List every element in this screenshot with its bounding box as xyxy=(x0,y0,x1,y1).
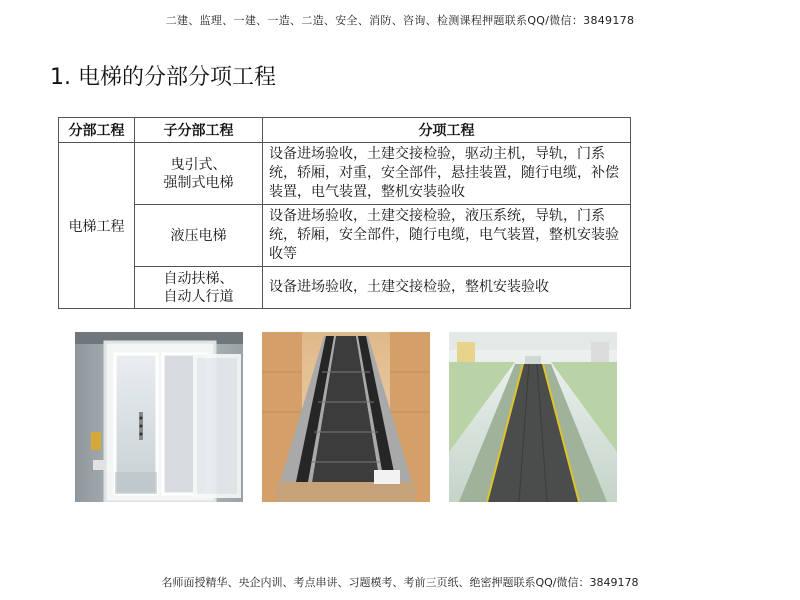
items-cell: 设备进场验收，土建交接检验，驱动主机，导轨，门系统，轿厢，对重，安全部件，悬挂装置，随行电缆，补偿装置，电气装置，整机安装验收 xyxy=(263,143,631,205)
table-row xyxy=(59,267,631,309)
header-banner: 二建、监理、一建、一造、二造、安全、消防、咨询、检测课程押题联系QQ/微信：3849178 xyxy=(165,14,635,27)
subdivision-cell xyxy=(135,143,263,205)
subdivision-line: 自动扶梯、 xyxy=(163,270,234,287)
table-row xyxy=(59,143,631,205)
subdivision-line: 自动人行道 xyxy=(163,288,234,305)
escalator-photo xyxy=(262,332,430,502)
items-cell: 设备进场验收，土建交接检验，整机安装验收 xyxy=(263,267,631,309)
elevator-photo xyxy=(75,332,243,502)
subdivision-cell xyxy=(135,205,263,267)
table-header-row xyxy=(59,118,631,143)
column-header-division: 分部工程 xyxy=(59,118,135,143)
subdivision-line: 强制式电梯 xyxy=(163,174,234,191)
moving-walkway-photo xyxy=(449,332,617,502)
subdivision-line: 液压电梯 xyxy=(170,227,227,244)
division-cell: 电梯工程 xyxy=(59,143,135,309)
page-title: 1. 电梯的分部分项工程 xyxy=(50,65,276,90)
subdivision-cell xyxy=(135,267,263,309)
subdivision-table xyxy=(58,117,631,309)
footer-banner: 名师面授精华、央企内训、考点串讲、习题模考、考前三页纸、绝密押题联系QQ/微信：3849178 xyxy=(161,576,639,589)
column-header-items: 分项工程 xyxy=(263,118,631,143)
table-row xyxy=(59,205,631,267)
items-cell: 设备进场验收，土建交接检验，液压系统，导轨，门系统，轿厢，安全部件，随行电缆，电气装置，整机安装验收等 xyxy=(263,205,631,267)
subdivision-line: 曳引式、 xyxy=(170,156,227,173)
column-header-subdivision: 子分部工程 xyxy=(135,118,263,143)
